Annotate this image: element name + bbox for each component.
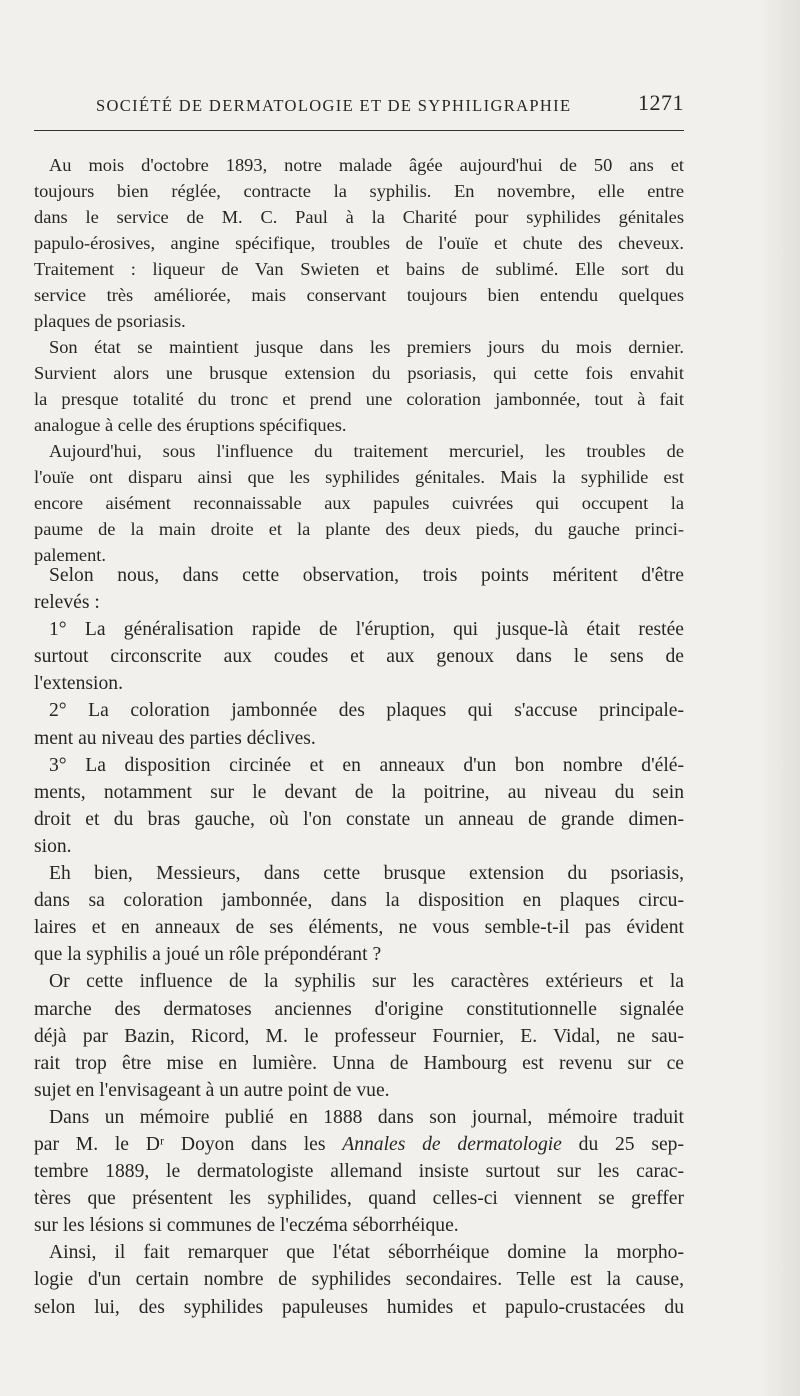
text-line: l'ouïe ont disparu ainsi que les syphilides génitales. Mais la syphilide est (34, 467, 684, 487)
text-line: paume de la main droite et la plante des deux pieds, du gauche princi- (34, 519, 684, 539)
text-line: Traitement : liqueur de Van Swieten et bains de sublimé. Elle sort du (34, 259, 684, 279)
text-line: Dans un mémoire publié en 1888 dans son journal, mémoire traduit (49, 1106, 684, 1128)
text-line: sion. (34, 835, 72, 857)
text-segment: du 25 sep- (561, 1133, 685, 1155)
text-line: que la syphilis a joué un rôle prépondérant ? (34, 944, 382, 966)
text-line: déjà par Bazin, Ricord, M. le professeur Fournier, E. Vidal, ne sau- (34, 1025, 684, 1047)
case-report-paragraphs (34, 152, 684, 568)
text-line: plaques de psoriasis. (34, 311, 186, 331)
text-line: 1° La généralisation rapide de l'éruption, qui jusque-là était restée (49, 619, 684, 641)
text-line: ment au niveau des parties déclives. (34, 727, 316, 749)
header-rule (34, 130, 684, 131)
text-line: Au mois d'octobre 1893, notre malade âgée aujourd'hui de 50 ans et (49, 155, 684, 175)
text-line: 2° La coloration jambonnée des plaques qui s'accuse principale- (49, 700, 684, 722)
text-line: Son état se maintient jusque dans les premiers jours du mois dernier. (49, 337, 684, 357)
text-line: selon lui, des syphilides papuleuses humides et papulo-crustacées du (34, 1296, 684, 1318)
text-line: logie d'un certain nombre de syphilides secondaires. Telle est la cause, (34, 1269, 684, 1291)
text-line-with-journal-title (34, 1131, 684, 1158)
text-line: papulo-érosives, angine spécifique, troubles de l'ouïe et chute des cheveux. (34, 233, 684, 253)
text-line: tères que présentent les syphilides, quand celles-ci viennent se greffer (34, 1188, 684, 1210)
text-segment: par M. le Dʳ Doyon dans les (34, 1133, 343, 1155)
text-line: dans le service de M. C. Paul à la Charité pour syphilides génitales (34, 207, 684, 227)
header-title: SOCIÉTÉ DE DERMATOLOGIE ET DE SYPHILIGRAPHIE (96, 96, 572, 115)
text-line: Eh bien, Messieurs, dans cette brusque extension du psoriasis, (49, 863, 684, 885)
text-line: rait trop être mise en lumière. Unna de Hambourg est revenu sur ce (34, 1052, 684, 1074)
text-line: l'extension. (34, 673, 123, 695)
text-line: relevés : (34, 592, 100, 614)
text-line: tembre 1889, le dermatologiste allemand insiste surtout sur les carac- (34, 1161, 684, 1183)
text-line: surtout circonscrite aux coudes et aux genoux dans le sens de (34, 646, 684, 668)
running-header (34, 88, 684, 128)
text-line: palement. (34, 545, 107, 565)
text-line: Aujourd'hui, sous l'influence du traitement mercuriel, les troubles de (49, 441, 684, 461)
discussion-paragraphs (34, 562, 684, 1321)
page-edge-shadow (760, 0, 800, 1396)
text-line: laires et en anneaux de ses éléments, ne vous semble-t-il pas évident (34, 917, 684, 939)
text-line: sujet en l'envisageant à un autre point de vue. (34, 1079, 390, 1101)
text-line: Selon nous, dans cette observation, trois points méritent d'être (49, 565, 684, 586)
text-line: marche des dermatoses anciennes d'origine constitutionnelle signalée (34, 998, 684, 1020)
text-line: Ainsi, il fait remarquer que l'état séborrhéique domine la morpho- (49, 1242, 684, 1264)
text-line: dans sa coloration jambonnée, dans la disposition en plaques circu- (34, 890, 684, 912)
text-line: Survient alors une brusque extension du psoriasis, qui cette fois envahit (34, 363, 684, 383)
text-line: ments, notamment sur le devant de la poitrine, au niveau du sein (34, 781, 684, 803)
text-line: 3° La disposition circinée et en anneaux d'un bon nombre d'élé- (49, 754, 684, 776)
text-line: encore aisément reconnaissable aux papules cuivrées qui occupent la (34, 493, 684, 513)
text-line: analogue à celle des éruptions spécifiques. (34, 415, 347, 435)
text-line: service très améliorée, mais conservant toujours bien entendu quelques (34, 285, 684, 305)
text-line: droit et du bras gauche, où l'on constate un anneau de grande dimen- (34, 808, 684, 830)
journal-title: Annales de dermatologie (342, 1133, 562, 1155)
text-line: la presque totalité du tronc et prend une coloration jambonnée, tout à fait (34, 389, 684, 409)
page-number: 1271 (638, 90, 684, 115)
text-line: sur les lésions si communes de l'eczéma séborrhéique. (34, 1215, 459, 1237)
text-line: Or cette influence de la syphilis sur les caractères extérieurs et la (49, 971, 684, 993)
text-line: toujours bien réglée, contracte la syphilis. En novembre, elle entre (34, 181, 684, 201)
